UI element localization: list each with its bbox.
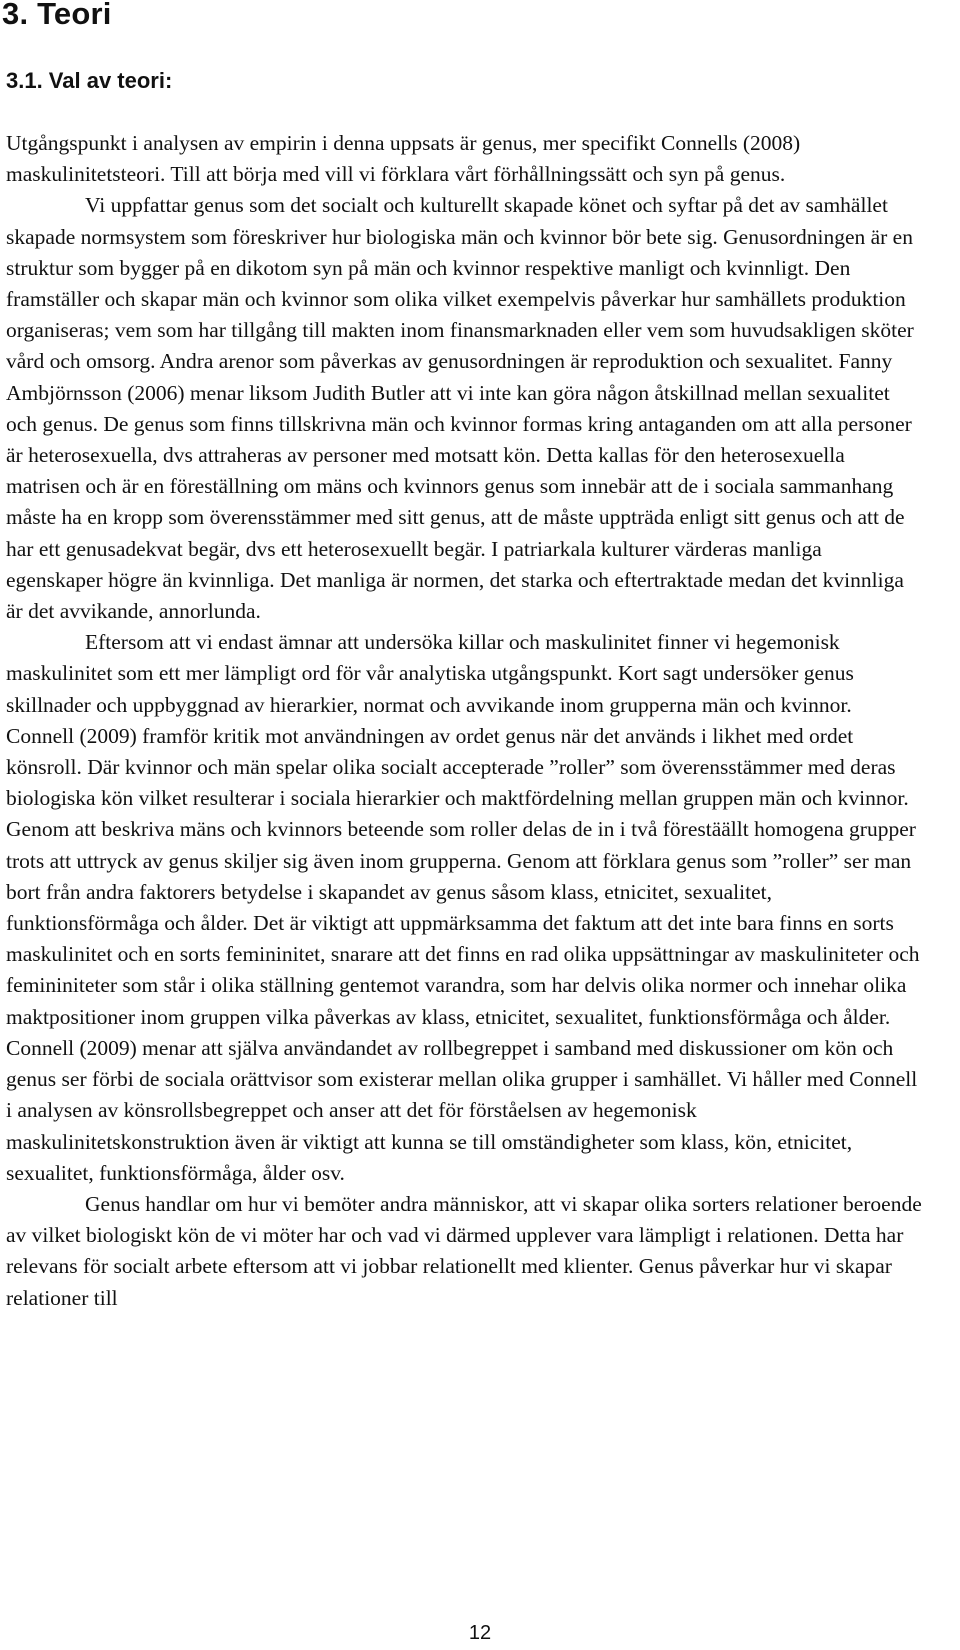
paragraph: Eftersom att vi endast ämnar att undersöka killar och maskulinitet finner vi hegemonisk maskulinitet som ett mer lämpligt ord för vår analytiska utgångspunkt. Kort sagt undersöker genus skillnader och uppbyggnad av hierarkier, normat och avvikande inom grupperna män och kvinnor. Connell (2009) framför kritik mot användningen av ordet genus när det används i likhet med ordet könsroll. Där kvinnor och män spelar olika socialt accepterade ”roller” som överensstämmer med deras biologiska kön vilket resulterar i sociala hierarkier och maktfördelning mellan gruppen män och kvinnor. Genom att beskriva mäns och kvinnors beteende som roller delas de in i två förestäällt homogena grupper trots att uttryck av genus skiljer sig även inom grupperna. Genom att förklara genus som ”roller” ser man bort från andra faktorers betydelse i skapandet av genus såsom klass, etnicitet, sexualitet, funktionsförmåga och ålder. Det är viktigt att uppmärksamma det faktum att det inte bara finns en sorts maskulinitet och en sorts femininitet, snarare att det finns en rad olika uppsättningar av maskuliniteter och femininiteter som står i olika ställning gentemot varandra, som har delvis olika normer och innehar olika maktpositioner inom gruppen vilka påverkas av klass, etnicitet, sexualitet, funktionsförmåga och ålder. Connell (2009) menar att själva användandet av rollbegreppet i samband med diskussioner om kön och genus ser förbi de sociala orättvisor som existerar mellan olika grupper i samhället. Vi håller med Connell i analysen av könsrollsbegreppet och anser att det för förståelsen av hegemonisk maskulinitetskonstruktion även är viktigt att kunna se till omständigheter som klass, kön, etnicitet, sexualitet, funktionsförmåga, ålder osv. xyxy=(6,630,920,1185)
section-title: 3.1. Val av teori: xyxy=(6,68,173,93)
body-text xyxy=(6,128,922,1314)
paragraph: Utgångspunkt i analysen av empirin i denna uppsats är genus, mer specifikt Connells (2008) maskulinitetsteori. Till att börja med vill vi förklara vårt förhållningssätt och syn på genus. xyxy=(6,131,801,187)
paragraph: Genus handlar om hur vi bemöter andra människor, att vi skapar olika sorters relationer beroende av vilket biologiskt kön de vi möter har och vad vi därmed upplever vara lämpligt i relationen. Detta har relevans för socialt arbete eftersom att vi jobbar relationellt med klienter. Genus påverkar hur vi skapar relationer till xyxy=(6,1191,922,1310)
paragraph: Vi uppfattar genus som det socialt och kulturellt skapade könet och syftar på det av samhället skapade normsystem som föreskriver hur biologiska män och kvinnor bör bete sig. Genusordningen är en struktur som bygger på en dikotom syn på män och kvinnor respektive manligt och kvinnligt. Den framställer och skapar män och kvinnor som olika vilket exempelvis påverkar hur samhällets produktion organiseras; vem som har tillgång till makten inom finansmarknaden eller vem som huvudsakligen sköter vård och omsorg. Andra arenor som påverkas av genusordningen är reproduktion och sexualitet. Fanny Ambjörnsson (2006) menar liksom Judith Butler att vi inte kan göra någon åtskillnad mellan sexualitet och genus. De genus som finns tillskrivna män och kvinnor formas kring antaganden om att alla personer är heterosexuella, dvs attraheras av personer med motsatt kön. Detta kallas för den heterosexuella matrisen och är en föreställning om mäns och kvinnors genus som innebär att de i sociala sammanhang måste ha en kropp som överensstämmer med sitt genus, att de måste uppträda enligt sitt genus och att de har ett genusadekvat begär, dvs ett heterosexuellt begär. I patriarkala kulturer värderas manliga egenskaper högre än kvinnliga. Det manliga är normen, det starka och eftertraktade medan det kvinnliga är det avvikande, annorlunda. xyxy=(6,193,914,624)
chapter-title: 3. Teori xyxy=(2,0,112,31)
page-number: 12 xyxy=(468,1622,492,1644)
